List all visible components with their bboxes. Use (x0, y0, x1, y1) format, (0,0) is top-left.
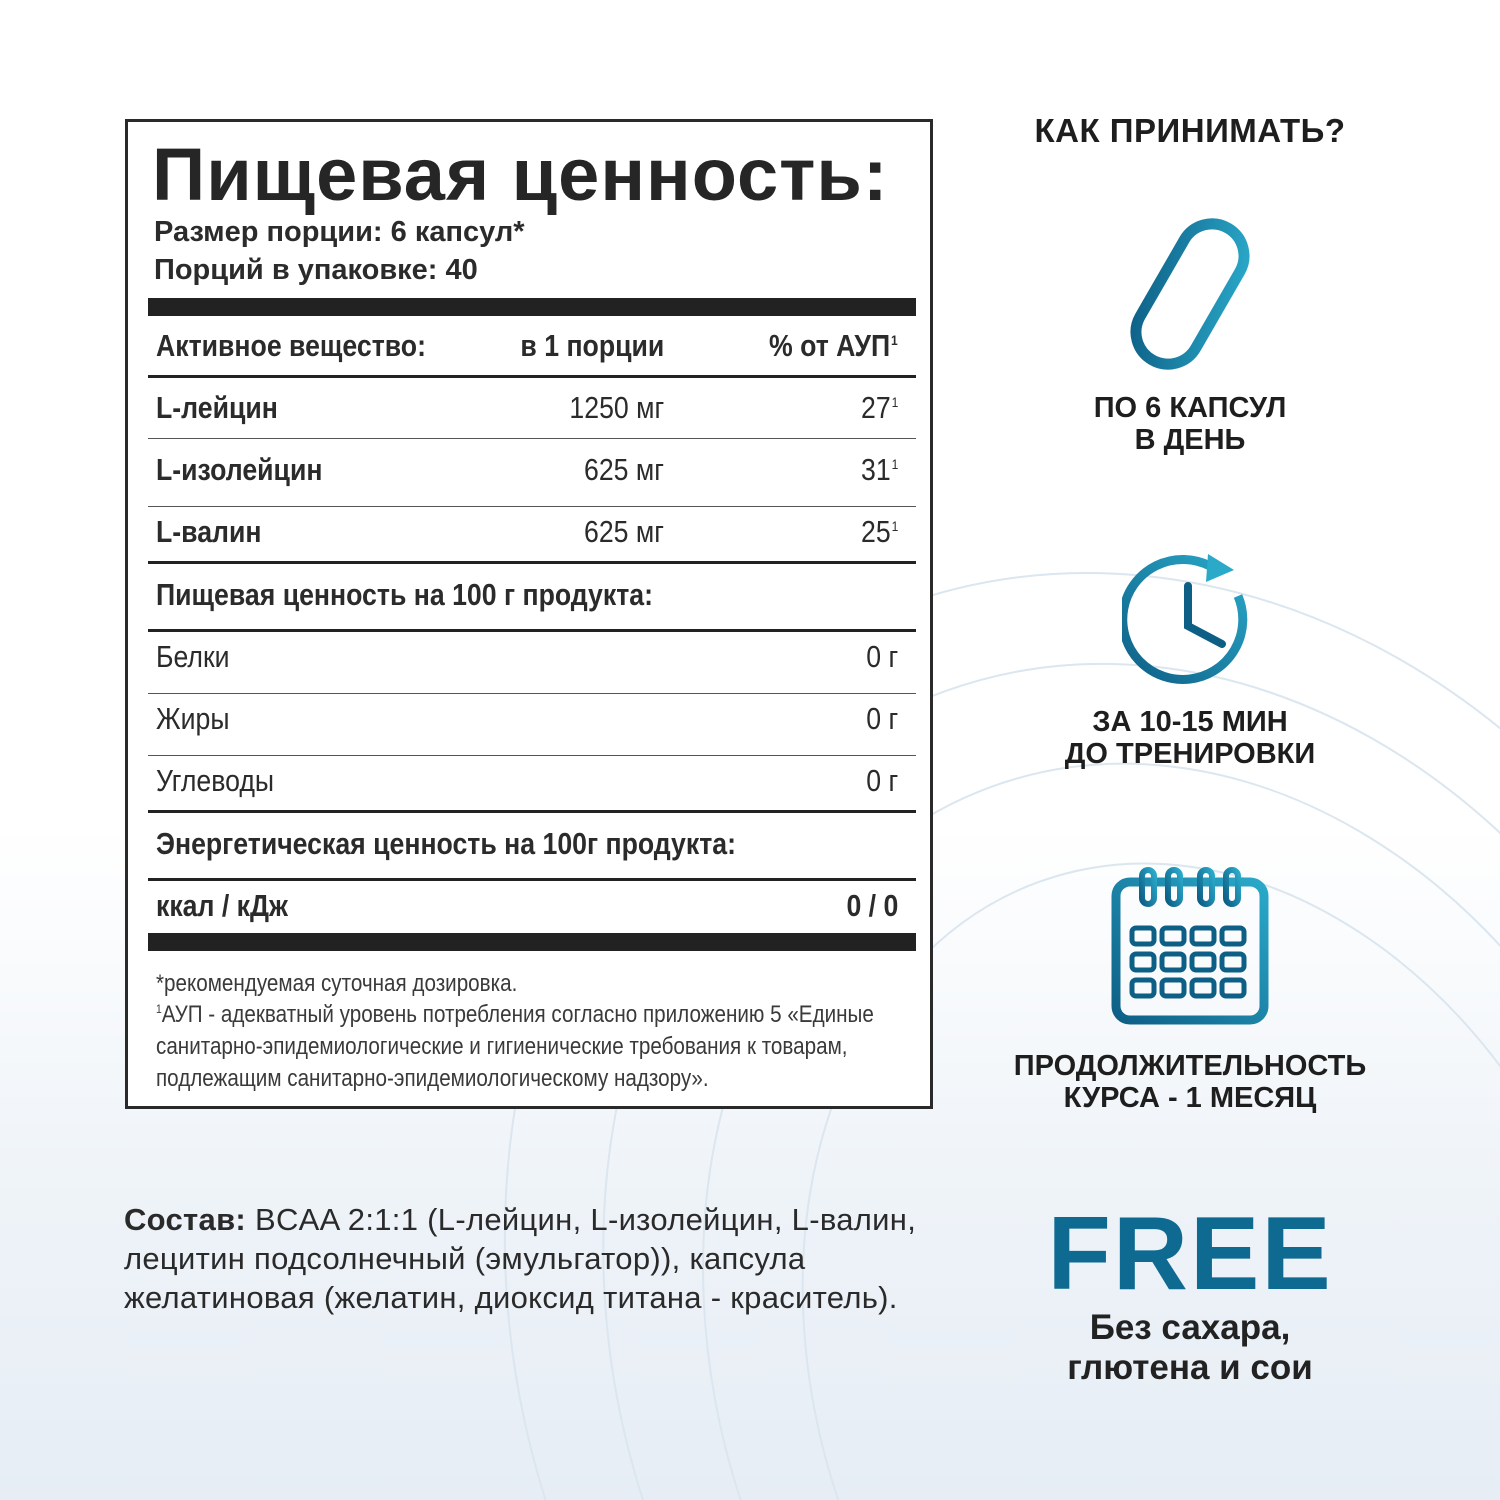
free-badge: FREE (1047, 1196, 1333, 1312)
capsule-icon (1120, 212, 1260, 377)
row-valine-percent: $25^1$ (860, 514, 898, 549)
energy-name: ккал / кДж (156, 888, 288, 923)
row-divider (148, 506, 916, 507)
row-divider (148, 755, 916, 756)
row-leucine-percent: $27^1$ (860, 390, 898, 425)
divider-rule (148, 629, 916, 632)
footnote-3: санитарно-эпидемиологические и гигиенические требования к товарам, (156, 1033, 848, 1060)
macro-protein-name: Белки (156, 639, 230, 674)
per100-title: Пищевая ценность на 100 г продукта: (156, 577, 653, 612)
divider-bar (148, 933, 916, 951)
divider-rule (148, 375, 916, 378)
header-per-serving: в 1 порции (520, 328, 664, 363)
row-valine-amount: 625 мг (584, 514, 664, 549)
macro-carbs-value: 0 г (866, 763, 898, 798)
energy-value: 0 / 0 (846, 888, 898, 923)
energy-title: Энергетическая ценность на 100г продукта: (156, 826, 736, 861)
servings-per-pack: Порций в упаковке: 40 (154, 254, 478, 286)
how-to-title: КАК ПРИНИМАТЬ? (1034, 112, 1346, 149)
caption-duration: ПРОДОЛЖИТЕЛЬНОСТЬ КУРСА - 1 МЕСЯЦ (1013, 1050, 1367, 1114)
header-percent: % от АУП$^1$ (769, 328, 898, 363)
caption-timing: ЗА 10-15 МИН ДО ТРЕНИРОВКИ (1064, 706, 1316, 770)
row-isoleucine-name: L-изолейцин (156, 452, 323, 487)
row-leucine-amount: 1250 мг (569, 390, 664, 425)
serving-size: Размер порции: 6 капсул* (154, 216, 525, 248)
row-valine-name: L-валин (156, 514, 262, 549)
row-isoleucine-amount: 625 мг (584, 452, 664, 487)
clock-icon (1122, 552, 1262, 692)
header-substance: Активное вещество: (156, 328, 426, 363)
composition-label: Состав: (124, 1202, 247, 1237)
composition (124, 1200, 954, 1317)
row-divider (148, 438, 916, 439)
footnote-4: подлежащим санитарно-эпидемиологическому надзору». (156, 1065, 709, 1092)
divider-bar (148, 298, 916, 316)
divider-rule (148, 561, 916, 564)
macro-fat-name: Жиры (156, 701, 230, 736)
calendar-icon (1110, 866, 1270, 1026)
macro-protein-value: 0 г (866, 639, 898, 674)
label-title: Пищевая ценность: (152, 133, 889, 216)
macro-carbs-name: Углеводы (156, 763, 275, 798)
row-isoleucine-percent: $31^1$ (860, 452, 898, 487)
free-description: Без сахара, глютена и сои (1067, 1308, 1313, 1387)
row-leucine-name: L-лейцин (156, 390, 278, 425)
row-divider (148, 693, 916, 694)
composition-text: BCAA 2:1:1 (L-лейцин, L-изолейцин, L-валин, лецитин подсолнечный (эмульгатор)), капсула желатиновая (желатин, диоксид титана - краситель). (124, 1202, 917, 1315)
divider-rule (148, 878, 916, 881)
divider-rule (148, 810, 916, 813)
footnote-1: *рекомендуемая суточная дозировка. (156, 970, 518, 997)
caption-dose: ПО 6 КАПСУЛ В ДЕНЬ (1093, 392, 1287, 456)
footnote-2: $^1$АУП - адекватный уровень потребления согласно приложению 5 «Единые (156, 1001, 874, 1028)
macro-fat-value: 0 г (866, 701, 898, 736)
nutrition-label (125, 119, 933, 1109)
